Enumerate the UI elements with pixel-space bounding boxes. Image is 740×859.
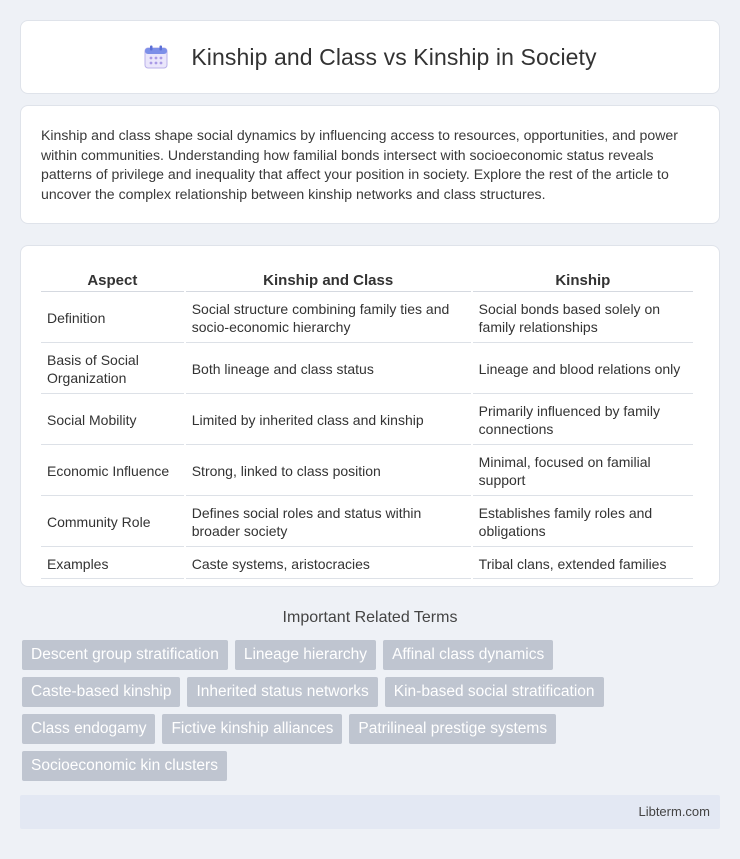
tag-kin-based-social-stratification[interactable]: Kin-based social stratification bbox=[385, 677, 604, 707]
table-cell: Establishes family roles and obligations bbox=[473, 498, 693, 547]
table-row bbox=[41, 396, 693, 445]
intro-text: Kinship and class shape social dynamics by influencing access to resources, opportunities, and power within communities. Understanding how familial bonds intersect with socioeconomic status reveals patterns of privilege and inequality that affect your position in society. Explore the rest of the article to uncover the complex relationship between kinship networks and class structures. bbox=[41, 127, 678, 202]
header-aspect: Aspect bbox=[41, 268, 184, 292]
calendar-icon bbox=[143, 44, 169, 70]
table-cell: Economic Influence bbox=[41, 447, 184, 496]
table-cell: Basis of Social Organization bbox=[41, 345, 184, 394]
tag-row bbox=[22, 714, 722, 744]
table-cell: Minimal, focused on familial support bbox=[473, 447, 693, 496]
table-row bbox=[41, 294, 693, 343]
table-cell: Examples bbox=[41, 549, 184, 579]
comparison-table-card bbox=[20, 245, 720, 587]
table-cell: Strong, linked to class position bbox=[186, 447, 471, 496]
tag-inherited-status-networks[interactable]: Inherited status networks bbox=[187, 677, 377, 707]
related-terms bbox=[22, 640, 722, 788]
tag-lineage-hierarchy[interactable]: Lineage hierarchy bbox=[235, 640, 376, 670]
tag-row bbox=[22, 751, 722, 781]
table-cell: Primarily influenced by family connections bbox=[473, 396, 693, 445]
tag-patrilineal-prestige-systems[interactable]: Patrilineal prestige systems bbox=[349, 714, 556, 744]
table-cell: Defines social roles and status within broader society bbox=[186, 498, 471, 547]
table-row bbox=[41, 549, 693, 579]
comparison-table bbox=[39, 266, 695, 581]
table-header-row bbox=[41, 268, 693, 292]
table-cell: Community Role bbox=[41, 498, 184, 547]
table-cell: Both lineage and class status bbox=[186, 345, 471, 394]
tag-row bbox=[22, 677, 722, 707]
table-cell: Caste systems, aristocracies bbox=[186, 549, 471, 579]
table-cell: Definition bbox=[41, 294, 184, 343]
intro-card bbox=[20, 105, 720, 224]
related-terms-title: Important Related Terms bbox=[282, 609, 458, 626]
table-cell: Social structure combining family ties and socio-economic hierarchy bbox=[186, 294, 471, 343]
table-cell: Limited by inherited class and kinship bbox=[186, 396, 471, 445]
table-cell: Social Mobility bbox=[41, 396, 184, 445]
tag-descent-group-stratification[interactable]: Descent group stratification bbox=[22, 640, 228, 670]
table-row bbox=[41, 498, 693, 547]
header-kinship-and-class: Kinship and Class bbox=[186, 268, 471, 292]
page-title: Kinship and Class vs Kinship in Society bbox=[191, 43, 597, 70]
table-cell: Tribal clans, extended families bbox=[473, 549, 693, 579]
tag-socioeconomic-kin-clusters[interactable]: Socioeconomic kin clusters bbox=[22, 751, 227, 781]
tag-fictive-kinship-alliances[interactable]: Fictive kinship alliances bbox=[162, 714, 342, 744]
header-kinship: Kinship bbox=[473, 268, 693, 292]
table-row bbox=[41, 447, 693, 496]
footer bbox=[20, 795, 720, 829]
table-cell: Social bonds based solely on family relationships bbox=[473, 294, 693, 343]
tag-row bbox=[22, 640, 722, 670]
tag-affinal-class-dynamics[interactable]: Affinal class dynamics bbox=[383, 640, 553, 670]
tag-class-endogamy[interactable]: Class endogamy bbox=[22, 714, 155, 744]
table-cell: Lineage and blood relations only bbox=[473, 345, 693, 394]
tag-caste-based-kinship[interactable]: Caste-based kinship bbox=[22, 677, 180, 707]
footer-brand-link[interactable]: Libterm.com bbox=[638, 804, 710, 819]
title-card bbox=[20, 20, 720, 94]
table-row bbox=[41, 345, 693, 394]
